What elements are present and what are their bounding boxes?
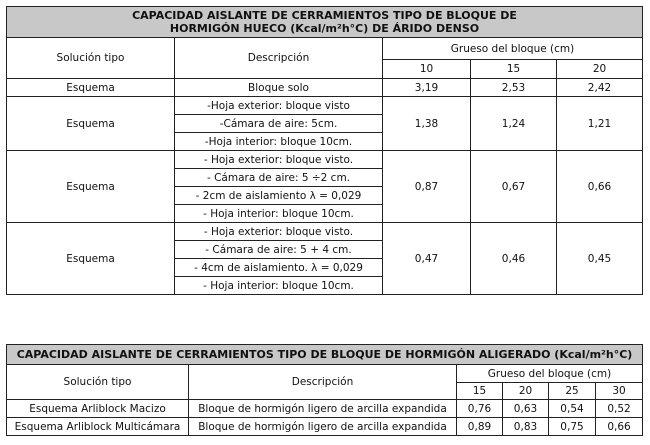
row-descripcion: - 2cm de aislamiento λ = 0,029 — [175, 187, 383, 205]
row-value: 0,83 — [503, 418, 549, 436]
row-solucion: Esquema Arliblock Macizo — [7, 400, 189, 418]
row-value: 0,63 — [503, 400, 549, 418]
row-descripcion: Bloque de hormigón ligero de arcilla expandida — [189, 418, 457, 436]
row-descripcion: - 4cm de aislamiento. λ = 0,029 — [175, 259, 383, 277]
row-descripcion: - Hoja exterior: bloque visto. — [175, 151, 383, 169]
row-descripcion: -Hoja exterior: bloque visto — [175, 97, 383, 115]
row-value: 2,42 — [557, 79, 643, 97]
row-value: 0,76 — [457, 400, 503, 418]
table2-thickness: 30 — [596, 383, 643, 400]
row-solucion: Esquema — [7, 223, 175, 295]
row-solucion: Esquema — [7, 97, 175, 151]
row-value: 0,54 — [549, 400, 596, 418]
table2-thickness: 20 — [503, 383, 549, 400]
row-value: 0,66 — [596, 418, 643, 436]
table-row — [7, 400, 643, 418]
row-descripcion: - Hoja interior: bloque 10cm. — [175, 277, 383, 295]
row-value: 0,45 — [557, 223, 643, 295]
row-value: 0,89 — [457, 418, 503, 436]
row-descripcion: - Cámara de aire: 5 ÷2 cm. — [175, 169, 383, 187]
table-hormigon-hueco — [6, 6, 643, 295]
row-value: 2,53 — [471, 79, 557, 97]
row-descripcion: Bloque de hormigón ligero de arcilla expandida — [189, 400, 457, 418]
table2-header-grueso: Grueso del bloque (cm) — [457, 365, 643, 383]
table2-thickness: 15 — [457, 383, 503, 400]
row-descripcion: - Hoja interior: bloque 10cm. — [175, 205, 383, 223]
table2-thickness: 25 — [549, 383, 596, 400]
row-descripcion: -Cámara de aire: 5cm. — [175, 115, 383, 133]
row-value: 1,21 — [557, 97, 643, 151]
table2-header-solucion: Solución tipo — [7, 365, 189, 400]
table-row — [7, 79, 643, 97]
row-value: 0,67 — [471, 151, 557, 223]
table1-header-solucion: Solución tipo — [7, 38, 175, 79]
row-solucion: Esquema — [7, 151, 175, 223]
table1-title-line1: CAPACIDAD AISLANTE DE CERRAMIENTOS TIPO DE BLOQUE DE — [132, 9, 517, 22]
table1-header-grueso: Grueso del bloque (cm) — [383, 38, 643, 60]
table1-thickness: 10 — [383, 60, 471, 79]
row-value: 0,47 — [383, 223, 471, 295]
row-value: 0,66 — [557, 151, 643, 223]
row-solucion: Esquema — [7, 79, 175, 97]
row-descripcion: Bloque solo — [175, 79, 383, 97]
row-descripcion: - Cámara de aire: 5 + 4 cm. — [175, 241, 383, 259]
table1-title — [7, 7, 643, 38]
table2-header-descripcion: Descripción — [189, 365, 457, 400]
table1-title-line2: HORMIGÓN HUECO (Kcal/m²h°C) DE ÁRIDO DENSO — [169, 22, 480, 35]
table-hormigon-aligerado — [6, 344, 643, 436]
row-value: 0,52 — [596, 400, 643, 418]
table2-title: CAPACIDAD AISLANTE DE CERRAMIENTOS TIPO DE BLOQUE DE HORMIGÓN ALIGERADO (Kcal/m²h°C) — [7, 345, 643, 365]
table1-thickness: 20 — [557, 60, 643, 79]
row-value: 1,24 — [471, 97, 557, 151]
table1-header-descripcion: Descripción — [175, 38, 383, 79]
row-descripcion: - Hoja exterior: bloque visto. — [175, 223, 383, 241]
row-descripcion: -Hoja interior: bloque 10cm. — [175, 133, 383, 151]
row-value: 1,38 — [383, 97, 471, 151]
row-value: 0,46 — [471, 223, 557, 295]
table-row — [7, 97, 643, 115]
table-row — [7, 151, 643, 169]
row-value: 3,19 — [383, 79, 471, 97]
row-solucion: Esquema Arliblock Multicámara — [7, 418, 189, 436]
row-value: 0,75 — [549, 418, 596, 436]
table-row — [7, 223, 643, 241]
table-row — [7, 418, 643, 436]
table1-thickness: 15 — [471, 60, 557, 79]
row-value: 0,87 — [383, 151, 471, 223]
